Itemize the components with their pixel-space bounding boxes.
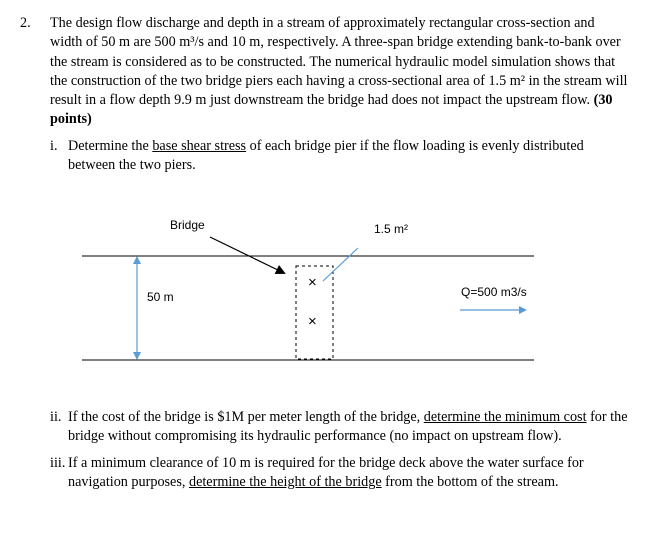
part-iii-after: from the bottom of the stream. [381,474,559,491]
bridge-pointer-arrow [210,237,284,273]
part-ii-underlined: determine the minimum cost [423,409,587,425]
part-ii-after: for the bridge without compromising its hydraulic performance (no impact on upstream flow). [68,409,628,445]
part-i-before: Determine the [68,138,153,154]
question-number: 2. [20,15,31,31]
pier-area-pointer [323,248,358,281]
question-main-text: The design flow discharge and depth in a stream of approximately rectangular cross-section and width of 50 m are 500 m³/s and 10 m, respectively. A three-span bridge extending bank-to-bank over the stream is considered as to be constructed. The numerical hydraulic model simulation shows that the construction of the two bridge piers each having a cross-sectional area of 1.5 m² in the stream will result in a flow depth 9.9 m just downstream the bridge had does not impact the upstream flow. [50,15,628,109]
pier-mark-top: × [308,274,317,291]
question-points: (30 points) [50,92,613,128]
part-i-number: i. [50,138,58,154]
pier-area-label: 1.5 m² [374,222,409,236]
stream-width-label: 50 m [147,290,174,304]
part-i-after: of each bridge pier if the flow loading is evenly distributed between the two piers. [68,138,584,174]
part-iii-number: iii. [50,455,66,471]
part-iii-text [68,454,613,493]
part-ii-number: ii. [50,409,62,425]
part-ii-before: If the cost of the bridge is $1M per meter length of the bridge, [68,409,424,425]
part-iii-before: If a minimum clearance of 10 m is required for the bridge deck above the water surface for navigation purposes, [68,455,584,491]
part-iii-underlined: determine the height of the bridge [188,474,382,491]
part-ii-text [68,408,628,447]
part-i-underlined: base shear stress [152,138,247,154]
bridge-label: Bridge [170,218,205,232]
flow-discharge-label: Q=500 m3/s [461,285,527,299]
pier-mark-bottom: × [308,313,317,330]
